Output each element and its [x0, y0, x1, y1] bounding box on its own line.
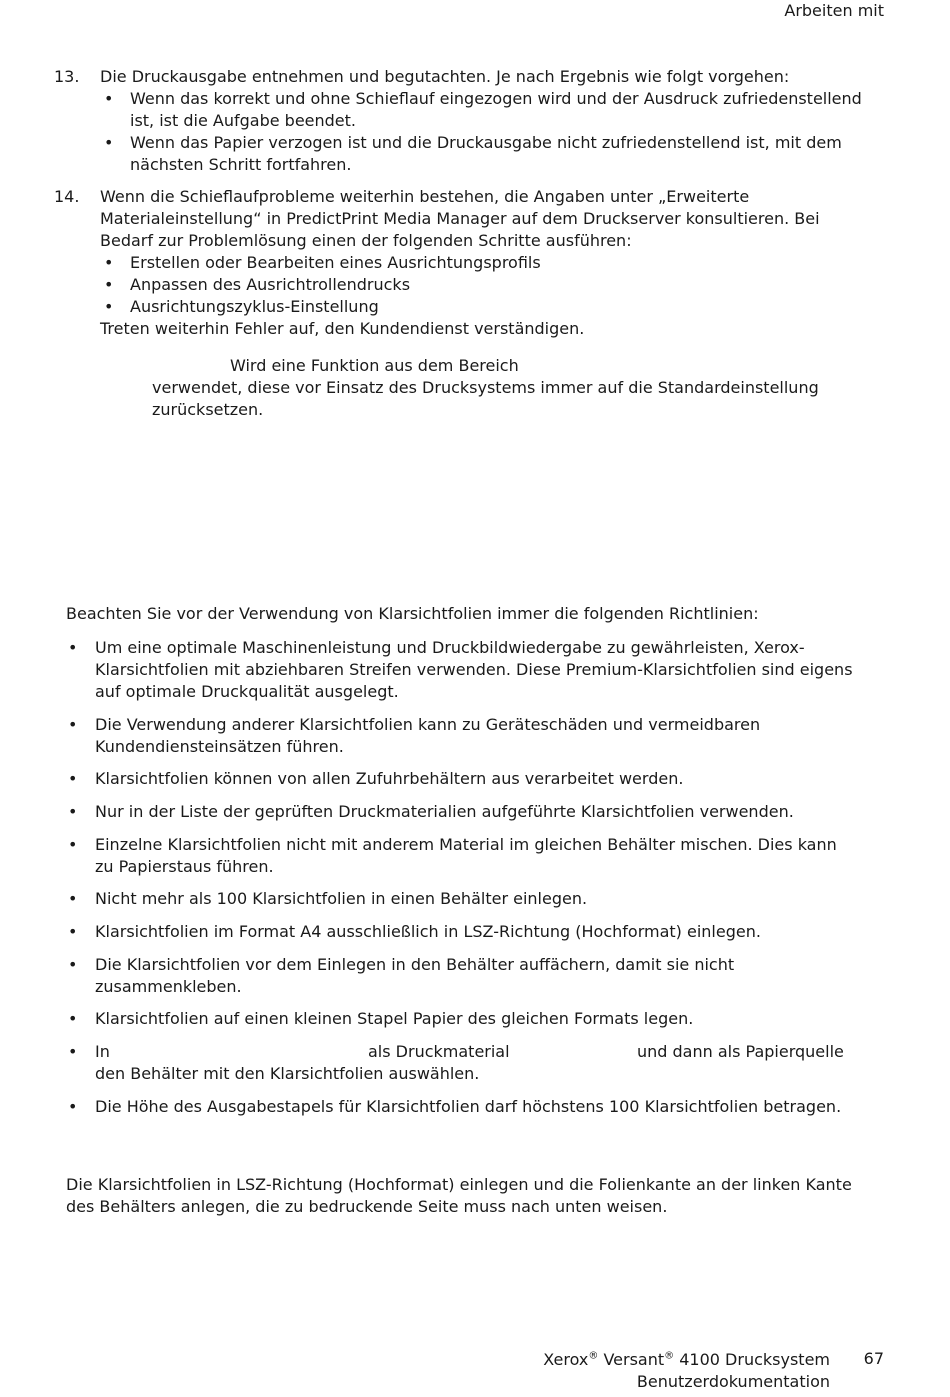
bullet-text: Einzelne Klarsichtfolien nicht mit anderem Material im gleichen Behälter mischen. Dies kann	[95, 835, 837, 854]
running-header: Arbeiten mit	[784, 1, 884, 20]
bullet-dot: •	[104, 133, 114, 152]
step-text: Bedarf zur Problemlösung einen der folgenden Schritte ausführen:	[100, 231, 632, 250]
bullet-text: auf optimale Druckqualität ausgelegt.	[95, 682, 399, 701]
bullet-text: Klarsichtfolien auf einen kleinen Stapel Papier des gleichen Formats legen.	[95, 1009, 694, 1028]
bullet-dot: •	[68, 769, 78, 788]
bullet-text: Erstellen oder Bearbeiten eines Ausrichtungsprofils	[130, 253, 541, 272]
section-intro: Beachten Sie vor der Verwendung von Klarsichtfolien immer die folgenden Richtlinien:	[66, 604, 759, 623]
footer-reg-mark: ®	[664, 1350, 675, 1362]
footer-product-name: Versant	[603, 1350, 665, 1369]
step-text: Die Druckausgabe entnehmen und begutachten. Je nach Ergebnis wie folgt vorgehen:	[100, 67, 790, 86]
loading-text: Die Klarsichtfolien in LSZ-Richtung (Hochformat) einlegen und die Folienkante an der linken Kante	[66, 1175, 852, 1194]
bullet-text: zu Papierstaus führen.	[95, 857, 274, 876]
bullet-text: Anpassen des Ausrichtrollendrucks	[130, 275, 411, 294]
bullet-text: Klarsichtfolien im Format A4 ausschließlich in LSZ-Richtung (Hochformat) einlegen.	[95, 922, 761, 941]
bullet-text: nächsten Schritt fortfahren.	[130, 155, 352, 174]
bullet-dot: •	[68, 1009, 78, 1028]
page-number: 67	[863, 1349, 884, 1368]
bullet-text: Ausrichtungszyklus-Einstellung	[130, 297, 379, 316]
bullet-text: Nicht mehr als 100 Klarsichtfolien in einen Behälter einlegen.	[95, 889, 588, 908]
bullet-text: Wenn das korrekt und ohne Schieflauf eingezogen wird und der Ausdruck zufriedenstellend	[130, 89, 862, 108]
bullet-text: ist, ist die Aufgabe beendet.	[130, 111, 357, 130]
footer-brand: Xerox	[543, 1350, 589, 1369]
bullet-dot: •	[68, 638, 78, 657]
bullet-dot: •	[68, 1097, 78, 1116]
bullet-dot: •	[104, 89, 114, 108]
note-text: verwendet, diese vor Einsatz des Drucksystems immer auf die Standardeinstellung	[152, 378, 819, 397]
bullet-text: Klarsichtfolien mit abziehbaren Streifen verwenden. Diese Premium-Klarsichtfolien sind eigens	[95, 660, 853, 679]
loading-text: des Behälters anlegen, die zu bedruckende Seite muss nach unten weisen.	[66, 1197, 668, 1216]
step-number: 13.	[54, 67, 80, 86]
bullet-text: Die Klarsichtfolien vor dem Einlegen in den Behälter auffächern, damit sie nicht	[95, 955, 735, 974]
footer-model: 4100 Drucksystem	[679, 1350, 830, 1369]
footer-doc-title: Benutzerdokumentation	[636, 1372, 830, 1391]
bullet-dot: •	[104, 275, 114, 294]
step-text: Wenn die Schieflaufprobleme weiterhin bestehen, die Angaben unter „Erweiterte	[100, 187, 750, 206]
footer-product	[543, 1349, 830, 1371]
bullet-text: zusammenkleben.	[95, 977, 242, 996]
bullet-text: Die Höhe des Ausgabestapels für Klarsichtfolien darf höchstens 100 Klarsichtfolien betragen.	[95, 1097, 842, 1116]
bullet-dot: •	[68, 1042, 78, 1061]
bullet-text: Wenn das Papier verzogen ist und die Druckausgabe nicht zufriedenstellend ist, mit dem	[130, 133, 842, 152]
bullet-text-part: und dann als Papierquelle	[637, 1042, 844, 1061]
bullet-dot: •	[68, 835, 78, 854]
step-number: 14.	[54, 187, 80, 206]
bullet-dot: •	[68, 955, 78, 974]
bullet-text: Um eine optimale Maschinenleistung und Druckbildwiedergabe zu gewährleisten, Xerox-	[95, 638, 805, 657]
step-closing: Treten weiterhin Fehler auf, den Kundendienst verständigen.	[100, 319, 585, 338]
bullet-text: Die Verwendung anderer Klarsichtfolien kann zu Geräteschäden und vermeidbaren	[95, 715, 761, 734]
bullet-dot: •	[68, 802, 78, 821]
bullet-dot: •	[104, 297, 114, 316]
note-text: zurücksetzen.	[152, 400, 264, 419]
bullet-dot: •	[68, 922, 78, 941]
bullet-text: Klarsichtfolien können von allen Zufuhrbehältern aus verarbeitet werden.	[95, 769, 684, 788]
bullet-text: Nur in der Liste der geprüften Druckmaterialien aufgeführte Klarsichtfolien verwenden.	[95, 802, 794, 821]
bullet-text: Kundendiensteinsätzen führen.	[95, 737, 344, 756]
bullet-dot: •	[104, 253, 114, 272]
bullet-dot: •	[68, 715, 78, 734]
footer-reg-mark: ®	[588, 1350, 599, 1362]
bullet-text-part: als Druckmaterial	[368, 1042, 510, 1061]
bullet-dot: •	[68, 889, 78, 908]
note-text: Wird eine Funktion aus dem Bereich	[230, 356, 519, 375]
bullet-text-part: In	[95, 1042, 110, 1061]
step-text: Materialeinstellung“ in PredictPrint Media Manager auf dem Druckserver konsultieren. Bei	[100, 209, 820, 228]
bullet-text: den Behälter mit den Klarsichtfolien auswählen.	[95, 1064, 480, 1083]
